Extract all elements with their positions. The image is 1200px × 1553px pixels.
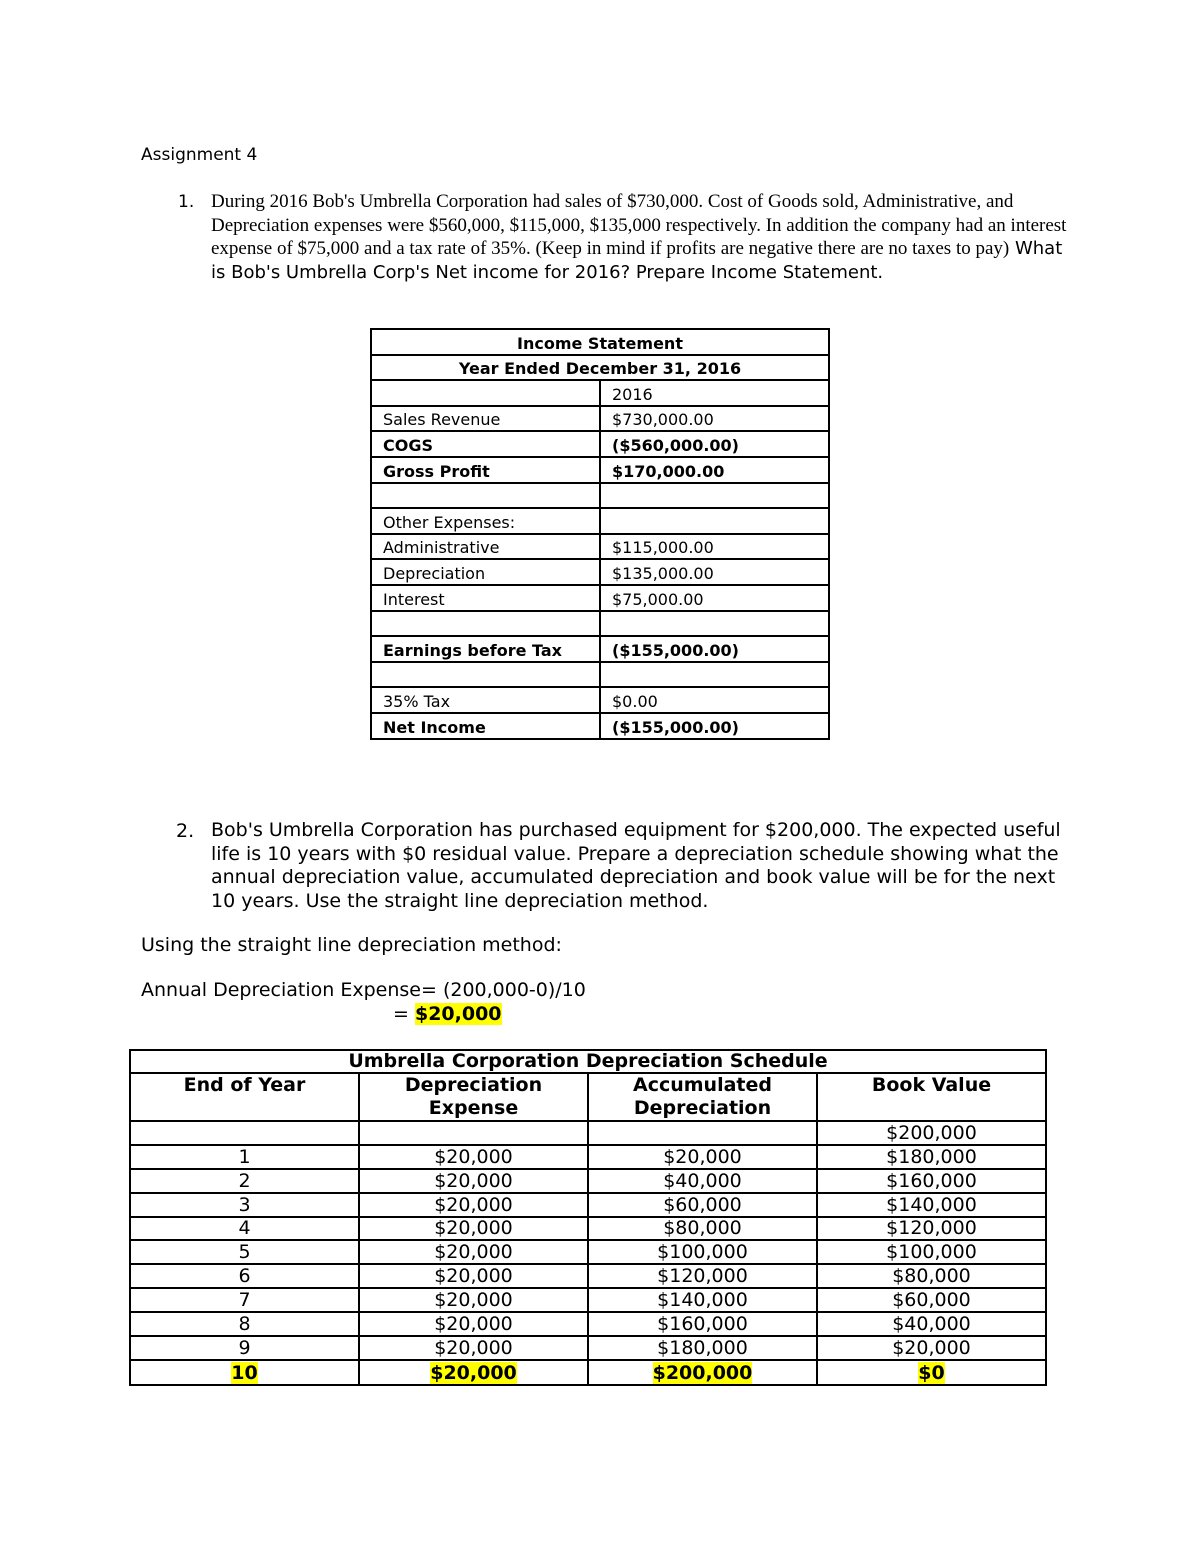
cell-expense: $20,000 xyxy=(359,1288,588,1312)
cell-book-value: $80,000 xyxy=(817,1264,1046,1288)
row-label: 35% Tax xyxy=(371,687,600,713)
cell-expense: $20,000 xyxy=(359,1312,588,1336)
row-value: ($560,000.00) xyxy=(600,431,829,457)
formula-result-line xyxy=(393,1003,502,1025)
cell-year: 1 xyxy=(130,1145,359,1169)
cell-book-value: $180,000 xyxy=(817,1145,1046,1169)
row-value xyxy=(600,662,829,688)
formula-text: Annual Depreciation Expense= (200,000-0)/10 xyxy=(141,979,586,1001)
question-1-text xyxy=(211,190,1081,284)
income-statement-title: Income Statement xyxy=(371,329,829,355)
header-accumulated-depreciation: Accumulated Depreciation xyxy=(588,1073,817,1121)
cell-book-value: $120,000 xyxy=(817,1217,1046,1241)
cell-expense: $20,000 xyxy=(359,1217,588,1241)
cell-book-value xyxy=(817,1360,1046,1385)
assignment-title: Assignment 4 xyxy=(141,145,258,165)
income-row xyxy=(371,406,829,432)
income-row xyxy=(371,457,829,483)
schedule-title: Umbrella Corporation Depreciation Schedule xyxy=(130,1050,1046,1073)
cell-accumulated: $40,000 xyxy=(588,1169,817,1193)
cell-year: 7 xyxy=(130,1288,359,1312)
row-value: $135,000.00 xyxy=(600,559,829,585)
table-row xyxy=(130,1169,1046,1193)
table-row xyxy=(130,1145,1046,1169)
row-value xyxy=(600,611,829,637)
income-row xyxy=(371,636,829,662)
row-value: $75,000.00 xyxy=(600,585,829,611)
cell-accumulated xyxy=(588,1360,817,1385)
row-value: ($155,000.00) xyxy=(600,636,829,662)
highlighted-value: 10 xyxy=(231,1361,258,1384)
cell-year: 3 xyxy=(130,1193,359,1217)
row-label: Interest xyxy=(371,585,600,611)
cell-expense: $20,000 xyxy=(359,1169,588,1193)
cell-accumulated: $60,000 xyxy=(588,1193,817,1217)
cell-expense: $20,000 xyxy=(359,1336,588,1360)
row-value: $0.00 xyxy=(600,687,829,713)
row-value xyxy=(600,508,829,534)
income-row xyxy=(371,662,829,688)
question-1-body: During 2016 Bob's Umbrella Corporation had sales of $730,000. Cost of Goods sold, Administrative, and Depreciation expenses were $560,000, $115,000, $135,000 respectively. In addition the company had an interest expense of $75,000 and a tax rate of 35%. (Keep in mind if profits are negative there are no taxes to pay) xyxy=(211,191,1067,259)
income-statement-table xyxy=(370,328,830,740)
cell-book-value: $100,000 xyxy=(817,1240,1046,1264)
row-label: Administrative xyxy=(371,534,600,560)
cell-year xyxy=(130,1121,359,1145)
table-row xyxy=(130,1312,1046,1336)
cell-book-value: $160,000 xyxy=(817,1169,1046,1193)
income-row xyxy=(371,713,829,739)
question-2-text: Bob's Umbrella Corporation has purchased equipment for $200,000. The expected useful life is 10 years with $0 residual value. Prepare a depreciation schedule showing what the annual depreciation value, accumulated depreciation and book value will be for the next 10 years. Use the straight line depreciation method. xyxy=(211,819,1061,912)
income-row xyxy=(371,483,829,509)
year-header-blank xyxy=(371,380,600,406)
formula-result: $20,000 xyxy=(414,1003,502,1025)
cell-book-value: $60,000 xyxy=(817,1288,1046,1312)
income-row xyxy=(371,585,829,611)
cell-accumulated xyxy=(588,1121,817,1145)
cell-accumulated: $80,000 xyxy=(588,1217,817,1241)
cell-book-value: $40,000 xyxy=(817,1312,1046,1336)
table-row xyxy=(130,1288,1046,1312)
table-row xyxy=(130,1336,1046,1360)
cell-accumulated: $20,000 xyxy=(588,1145,817,1169)
table-row xyxy=(130,1264,1046,1288)
row-value: $170,000.00 xyxy=(600,457,829,483)
depreciation-schedule-table xyxy=(129,1049,1047,1386)
highlighted-value: $0 xyxy=(918,1361,945,1384)
cell-year xyxy=(130,1360,359,1385)
method-text: Using the straight line depreciation method: xyxy=(141,934,562,956)
row-label: Earnings before Tax xyxy=(371,636,600,662)
cell-accumulated: $180,000 xyxy=(588,1336,817,1360)
income-row xyxy=(371,508,829,534)
cell-year: 6 xyxy=(130,1264,359,1288)
question-1-number: 1. xyxy=(178,192,195,212)
row-value: $730,000.00 xyxy=(600,406,829,432)
cell-accumulated: $160,000 xyxy=(588,1312,817,1336)
cell-expense: $20,000 xyxy=(359,1240,588,1264)
row-label: Depreciation xyxy=(371,559,600,585)
row-value: $115,000.00 xyxy=(600,534,829,560)
question-1-prompt: What is Bob's Umbrella Corp's Net income for 2016? Prepare Income Statement. xyxy=(211,238,1063,283)
row-value xyxy=(600,483,829,509)
row-label xyxy=(371,483,600,509)
income-row xyxy=(371,534,829,560)
income-row xyxy=(371,431,829,457)
table-row xyxy=(130,1193,1046,1217)
cell-expense xyxy=(359,1360,588,1385)
row-label: Other Expenses: xyxy=(371,508,600,534)
cell-accumulated: $100,000 xyxy=(588,1240,817,1264)
cell-expense: $20,000 xyxy=(359,1193,588,1217)
cell-year: 4 xyxy=(130,1217,359,1241)
row-label xyxy=(371,611,600,637)
question-2-number: 2. xyxy=(176,820,195,842)
cell-book-value: $20,000 xyxy=(817,1336,1046,1360)
income-row xyxy=(371,687,829,713)
cell-expense xyxy=(359,1121,588,1145)
header-depreciation-expense: Depreciation Expense xyxy=(359,1073,588,1121)
header-end-of-year: End of Year xyxy=(130,1073,359,1121)
income-statement-period: Year Ended December 31, 2016 xyxy=(371,355,829,381)
highlighted-value: $20,000 xyxy=(430,1361,517,1384)
cell-expense: $20,000 xyxy=(359,1145,588,1169)
row-value: ($155,000.00) xyxy=(600,713,829,739)
table-row xyxy=(130,1217,1046,1241)
table-row xyxy=(130,1240,1046,1264)
row-label: Net Income xyxy=(371,713,600,739)
row-label: Sales Revenue xyxy=(371,406,600,432)
cell-book-value: $200,000 xyxy=(817,1121,1046,1145)
cell-year: 5 xyxy=(130,1240,359,1264)
cell-year: 8 xyxy=(130,1312,359,1336)
table-row xyxy=(130,1121,1046,1145)
header-book-value: Book Value xyxy=(817,1073,1046,1121)
row-label: Gross Profit xyxy=(371,457,600,483)
cell-accumulated: $140,000 xyxy=(588,1288,817,1312)
cell-expense: $20,000 xyxy=(359,1264,588,1288)
cell-book-value: $140,000 xyxy=(817,1193,1046,1217)
row-label xyxy=(371,662,600,688)
income-row xyxy=(371,611,829,637)
year-header: 2016 xyxy=(600,380,829,406)
cell-year: 2 xyxy=(130,1169,359,1193)
row-label: COGS xyxy=(371,431,600,457)
income-row xyxy=(371,559,829,585)
highlighted-value: $200,000 xyxy=(652,1361,753,1384)
formula-equals: = xyxy=(393,1003,415,1025)
table-row-final xyxy=(130,1360,1046,1385)
cell-year: 9 xyxy=(130,1336,359,1360)
cell-accumulated: $120,000 xyxy=(588,1264,817,1288)
